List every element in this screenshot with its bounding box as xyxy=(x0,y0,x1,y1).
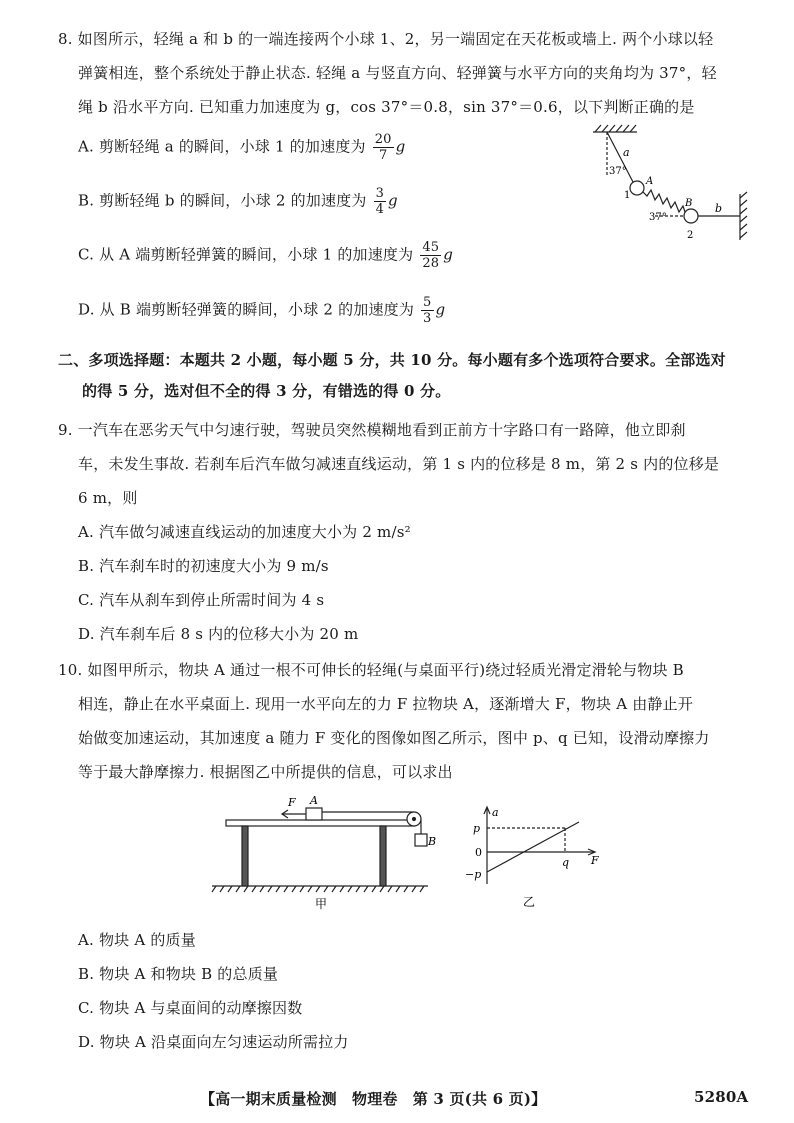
ball-2-label: 2 xyxy=(687,230,694,241)
q9-option-a: A. 汽车做匀减速直线运动的加速度大小为 2 m/s² xyxy=(78,523,411,541)
origin-label: 0 xyxy=(475,846,482,859)
point-b-label: B xyxy=(685,198,693,209)
ground-hatch xyxy=(212,886,424,892)
q10-line3: 始做变加速运动，其加速度 a 随力 F 变化的图像如图乙所示，图中 p、q 已知，设滑动摩擦力 xyxy=(78,729,710,747)
q8-option-a-fraction xyxy=(373,132,394,163)
axis-q-label: q xyxy=(562,856,570,869)
q10-option-d: D. 物块 A 沿桌面向左匀速运动所需拉力 xyxy=(78,1033,349,1051)
block-b xyxy=(415,834,427,846)
q8-line3: 绳 b 沿水平方向. 已知重力加速度为 g，cos 37°＝0.8，sin 37°＝0.6，以下判断正确的是 xyxy=(78,98,695,116)
table-leg-right xyxy=(380,826,386,886)
q8-line2: 弹簧相连，整个系统处于静止状态. 轻绳 a 与竖直方向、轻弹簧与水平方向的夹角均为 37°，轻 xyxy=(78,64,717,82)
q8-option-b-g: g xyxy=(388,191,398,210)
ceiling-hatch xyxy=(595,125,636,132)
q8-option-c-text: C. 从 A 端剪断轻弹簧的瞬间，小球 1 的加速度为 xyxy=(78,245,414,264)
q8-option-d xyxy=(78,295,445,326)
section2-line2: 的得 5 分，选对但不全的得 3 分，有错选的得 0 分。 xyxy=(82,382,451,400)
angle-label-2: 37° xyxy=(649,212,667,223)
q8-option-a-text: A. 剪断轻绳 a 的瞬间，小球 1 的加速度为 xyxy=(78,137,366,156)
q8-option-a-den: 7 xyxy=(378,148,388,163)
q9-option-b: B. 汽车刹车时的初速度大小为 9 m/s xyxy=(78,557,329,575)
q8-option-c-num: 45 xyxy=(422,240,440,255)
q8-option-c-g: g xyxy=(443,245,454,264)
q10-line2: 相连，静止在水平桌面上. 现用一水平向左的力 F 拉物块 A，逐渐增大 F，物块 A 由静止开 xyxy=(78,695,694,713)
pulley-axle xyxy=(413,818,416,821)
q9-option-c: C. 汽车从刹车到停止所需时间为 4 s xyxy=(78,591,325,609)
q10-option-c: C. 物块 A 与桌面间的动摩擦因数 xyxy=(78,999,303,1017)
q8-line1: 8. 如图所示，轻绳 a 和 b 的一端连接两个小球 1、2，另一端固定在天花板或墙上. 两个小球以轻 xyxy=(58,30,714,48)
ball-1 xyxy=(630,181,644,195)
footer-title: 【高一期末质量检测 物理卷 第 3 页(共 6 页)】 xyxy=(200,1090,547,1108)
footer-code: 5280A xyxy=(694,1088,749,1106)
q8-option-d-fraction xyxy=(421,295,433,326)
figure-jia xyxy=(210,790,440,912)
q8-option-b xyxy=(78,186,398,217)
figure-jia-caption: 甲 xyxy=(315,897,328,911)
q10-line4: 等于最大静摩擦力. 根据图乙中所提供的信息，可以求出 xyxy=(78,763,453,781)
axis-f-label: F xyxy=(591,854,599,867)
figure-yi-graph xyxy=(455,802,615,912)
figure-yi-caption: 乙 xyxy=(523,895,536,909)
ball-1-label: 1 xyxy=(624,190,631,201)
block-a-label: A xyxy=(310,794,318,807)
wall-hatch xyxy=(740,192,747,238)
q8-option-d-num: 5 xyxy=(423,295,432,310)
q9-line1: 9. 一汽车在恶劣天气中匀速行驶，驾驶员突然模糊地看到正前方十字路口有一路障，他立即刹 xyxy=(58,421,686,439)
q8-option-b-num: 3 xyxy=(375,186,385,201)
q8-option-c-den: 28 xyxy=(422,256,440,271)
section2-line1: 二、多项选择题：本题共 2 小题，每小题 5 分，共 10 分。每小题有多个选项符合要求。全部选对 xyxy=(58,351,726,369)
q9-option-d: D. 汽车刹车后 8 s 内的位移大小为 20 m xyxy=(78,625,359,643)
q8-option-d-g: g xyxy=(435,300,446,319)
angle-label-1: 37° xyxy=(609,166,627,177)
axis-p-label: p xyxy=(473,822,481,835)
block-b-label: B xyxy=(428,835,437,848)
axis-a-label: a xyxy=(492,806,499,819)
q8-option-c xyxy=(78,240,453,271)
q8-option-a xyxy=(78,132,405,163)
q8-option-d-den: 3 xyxy=(423,311,432,326)
q8-option-b-text: B. 剪断轻绳 b 的瞬间，小球 2 的加速度为 xyxy=(78,191,367,210)
rope-b-label: b xyxy=(715,202,723,215)
q8-spring-figure xyxy=(585,122,760,247)
q8-option-c-fraction xyxy=(420,240,441,271)
q8-option-b-fraction xyxy=(374,186,386,217)
axis-neg-p-label: −p xyxy=(465,868,482,881)
q10-option-b: B. 物块 A 和物块 B 的总质量 xyxy=(78,965,279,983)
force-label: F xyxy=(288,796,296,809)
q8-option-a-g: g xyxy=(395,137,406,156)
ball-2 xyxy=(684,209,698,223)
q8-option-d-text: D. 从 B 端剪断轻弹簧的瞬间，小球 2 的加速度为 xyxy=(78,300,415,319)
q9-line2: 车，未发生事故. 若刹车后汽车做匀减速直线运动，第 1 s 内的位移是 8 m，第 2 s 内的位移是 xyxy=(78,455,720,473)
spring xyxy=(643,190,685,212)
table-leg-left xyxy=(242,826,248,886)
q10-option-a: A. 物块 A 的质量 xyxy=(78,931,196,949)
block-a xyxy=(306,808,322,820)
q10-line1: 10. 如图甲所示，物块 A 通过一根不可伸长的轻绳(与桌面平行)绕过轻质光滑定滑轮与物块 B xyxy=(58,661,684,679)
q8-option-b-den: 4 xyxy=(375,202,385,217)
point-a-label: A xyxy=(646,176,654,187)
rope-a-label: a xyxy=(623,146,630,159)
q9-line3: 6 m，则 xyxy=(78,489,138,507)
table-top xyxy=(226,820,414,826)
q8-option-a-num: 20 xyxy=(374,132,392,147)
